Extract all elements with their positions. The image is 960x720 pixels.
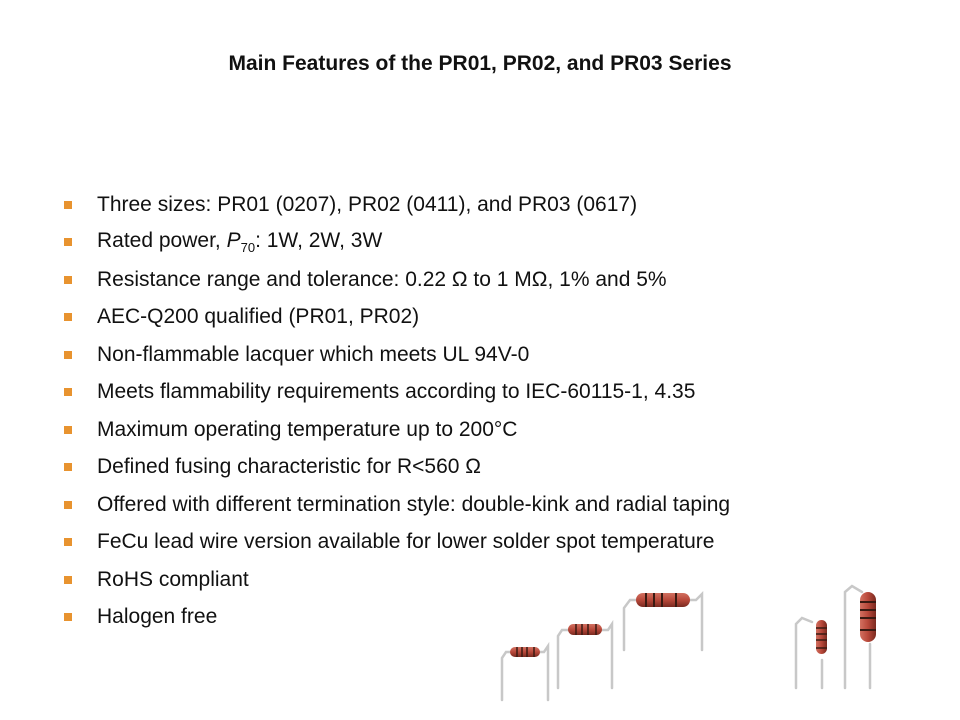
resistor-pr01-body bbox=[510, 647, 540, 657]
feature-text: FeCu lead wire version available for lower solder spot temperature bbox=[97, 530, 715, 554]
feature-item-lacquer bbox=[64, 336, 730, 374]
square-bullet-icon bbox=[64, 576, 72, 584]
square-bullet-icon bbox=[64, 388, 72, 396]
square-bullet-icon bbox=[64, 501, 72, 509]
feature-item-aec bbox=[64, 299, 730, 337]
square-bullet-icon bbox=[64, 613, 72, 621]
feature-item-sizes bbox=[64, 186, 730, 224]
feature-item-rated-power bbox=[64, 224, 730, 262]
feature-text-prefix: Rated power, bbox=[97, 229, 227, 253]
feature-text: Resistance range and tolerance: 0.22 Ω to 1 MΩ, 1% and 5% bbox=[97, 267, 667, 291]
feature-item-fecu bbox=[64, 524, 730, 562]
power-symbol: P bbox=[226, 229, 241, 253]
feature-item-flammability bbox=[64, 374, 730, 412]
square-bullet-icon bbox=[64, 201, 72, 209]
feature-text-suffix: : 1W, 2W, 3W bbox=[255, 229, 383, 253]
power-subscript: 70 bbox=[240, 240, 256, 256]
feature-item-termination bbox=[64, 486, 730, 524]
feature-text: Maximum operating temperature up to 200°C bbox=[97, 417, 518, 441]
feature-item-resistance bbox=[64, 261, 730, 299]
feature-text: Halogen free bbox=[97, 605, 218, 629]
feature-text: Non-flammable lacquer which meets UL 94V-0 bbox=[97, 342, 530, 366]
feature-text: Offered with different termination style: double-kink and radial taping bbox=[97, 492, 731, 516]
feature-text: AEC-Q200 qualified (PR01, PR02) bbox=[97, 305, 420, 329]
square-bullet-icon bbox=[64, 538, 72, 546]
square-bullet-icon bbox=[64, 313, 72, 321]
square-bullet-icon bbox=[64, 463, 72, 471]
square-bullet-icon bbox=[64, 276, 72, 284]
feature-list bbox=[64, 186, 730, 636]
feature-text: RoHS compliant bbox=[97, 567, 249, 591]
slide-title: Main Features of the PR01, PR02, and PR03 Series bbox=[228, 52, 732, 75]
resistor-radial-small-body bbox=[816, 620, 827, 654]
resistor-product-photo bbox=[490, 580, 890, 705]
square-bullet-icon bbox=[64, 426, 72, 434]
feature-text: Defined fusing characteristic for R<560 Ω bbox=[97, 455, 481, 479]
feature-item-temperature bbox=[64, 411, 730, 449]
feature-item-fusing bbox=[64, 449, 730, 487]
resistor-pr02-body bbox=[568, 624, 602, 635]
feature-text bbox=[97, 229, 382, 255]
square-bullet-icon bbox=[64, 238, 72, 246]
square-bullet-icon bbox=[64, 351, 72, 359]
feature-text: Meets flammability requirements according to IEC-60115-1, 4.35 bbox=[97, 380, 696, 404]
feature-text: Three sizes: PR01 (0207), PR02 (0411), and PR03 (0617) bbox=[97, 192, 638, 216]
